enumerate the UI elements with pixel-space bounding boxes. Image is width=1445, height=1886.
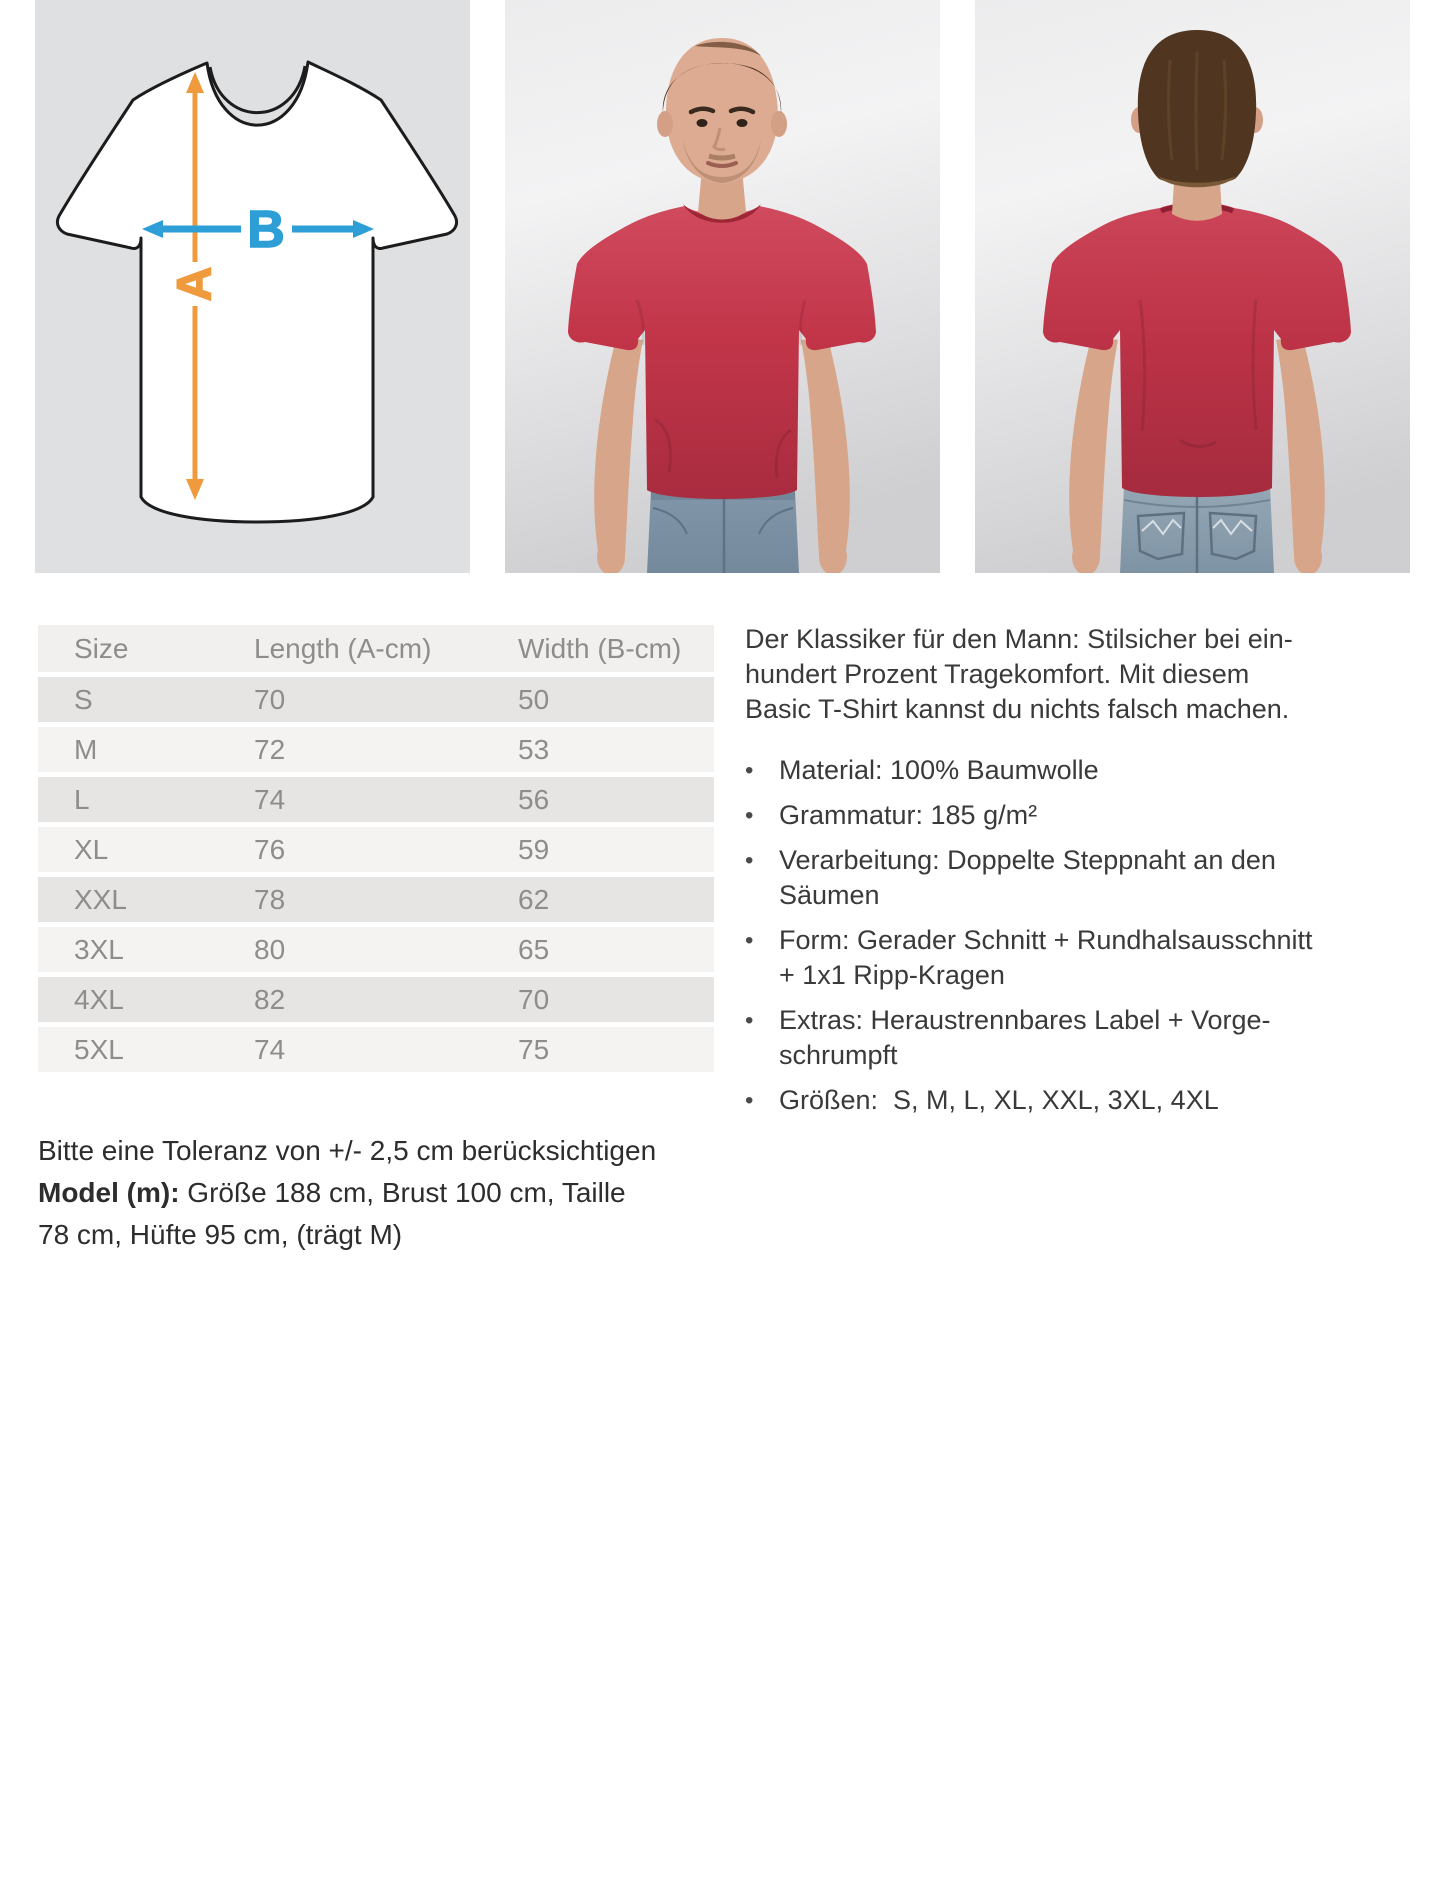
table-row — [38, 927, 714, 972]
cell-size: S — [74, 684, 93, 715]
bullet-icon: • — [745, 802, 754, 829]
cell-size: 4XL — [74, 984, 124, 1015]
model-front-illustration — [505, 0, 940, 573]
tolerance-note: Bitte eine Toleranz von +/- 2,5 cm berücksichtigen — [38, 1135, 657, 1166]
col-header-length: Length (A-cm) — [254, 633, 432, 664]
cell-size: 5XL — [74, 1034, 124, 1065]
cell-size: 3XL — [74, 934, 124, 965]
list-item — [745, 798, 1425, 833]
model-note-continued: 78 cm, Hüfte 95 cm, (trägt M) — [38, 1219, 403, 1250]
bullet-icon: • — [745, 927, 754, 954]
model-label: Model (m): — [38, 1177, 180, 1208]
bullet-text: Material: 100% Baumwolle — [779, 755, 1099, 785]
front-jeans — [647, 490, 799, 573]
label-b: B — [247, 201, 285, 259]
col-header-size: Size — [74, 633, 129, 664]
cell-length: 72 — [254, 734, 286, 765]
cell-length: 70 — [254, 684, 286, 715]
table-row — [38, 877, 714, 922]
bullet-icon: • — [745, 847, 754, 874]
product-description — [745, 622, 1425, 1128]
table-row — [38, 1027, 714, 1072]
cell-size: XL — [74, 834, 109, 865]
size-table — [38, 625, 714, 1077]
table-row — [38, 677, 714, 722]
bullet-text: + 1x1 Ripp-Kragen — [779, 960, 1005, 990]
cell-width: 53 — [518, 734, 550, 765]
list-item — [745, 1003, 1425, 1073]
cell-width: 65 — [518, 934, 550, 965]
list-item — [745, 923, 1425, 993]
list-item — [745, 843, 1425, 913]
bullet-text: Verarbeitung: Doppelte Steppnaht an den — [779, 845, 1276, 875]
cell-width: 56 — [518, 784, 550, 815]
list-item — [745, 1083, 1425, 1118]
model-back-illustration — [975, 0, 1410, 573]
list-item — [745, 753, 1425, 788]
intro-line: Basic T-Shirt kannst du nichts falsch machen. — [745, 694, 1290, 724]
cell-size: M — [74, 734, 98, 765]
cell-size: L — [74, 784, 90, 815]
back-jeans — [1120, 486, 1274, 573]
bullet-icon: • — [745, 757, 754, 784]
measurement-notes — [38, 1130, 656, 1256]
cell-size: XXL — [74, 884, 127, 915]
cell-width: 59 — [518, 834, 550, 865]
table-row — [38, 727, 714, 772]
label-a: A — [168, 266, 222, 302]
cell-length: 78 — [254, 884, 286, 915]
bullet-text: Säumen — [779, 880, 880, 910]
bullet-text: Größen: S, M, L, XL, XXL, 3XL, 4XL — [779, 1085, 1219, 1115]
bullet-icon: • — [745, 1087, 754, 1114]
cell-width: 62 — [518, 884, 550, 915]
bullet-icon: • — [745, 1007, 754, 1034]
size-table-header — [38, 625, 714, 672]
tshirt-measurement-diagram — [35, 0, 470, 573]
cell-length: 80 — [254, 934, 286, 965]
model-measurements: Größe 188 cm, Brust 100 cm, Taille — [179, 1177, 626, 1208]
table-row — [38, 977, 714, 1022]
intro-line: Der Klassiker für den Mann: Stilsicher bei ein- — [745, 624, 1293, 654]
cell-width: 50 — [518, 684, 550, 715]
bullet-text: Form: Gerader Schnitt + Rundhalsausschnitt — [779, 925, 1313, 955]
table-row — [38, 827, 714, 872]
bullet-text: schrumpft — [779, 1040, 898, 1070]
bullet-text: Grammatur: 185 g/m² — [779, 800, 1038, 830]
col-header-width: Width (B-cm) — [518, 633, 682, 664]
cell-length: 74 — [254, 784, 286, 815]
cell-width: 70 — [518, 984, 550, 1015]
description-intro — [745, 622, 1425, 727]
bullet-text: Extras: Heraustrennbares Label + Vorge- — [779, 1005, 1271, 1035]
intro-line: hundert Prozent Tragekomfort. Mit diesem — [745, 659, 1250, 689]
size-diagram-image — [35, 0, 470, 573]
cell-length: 74 — [254, 1034, 286, 1065]
cell-length: 82 — [254, 984, 286, 1015]
table-row — [38, 777, 714, 822]
model-note — [38, 1172, 656, 1214]
cell-width: 75 — [518, 1034, 550, 1065]
model-back-photo — [975, 0, 1410, 573]
cell-length: 76 — [254, 834, 286, 865]
model-front-photo — [505, 0, 940, 573]
feature-list — [745, 753, 1425, 1118]
